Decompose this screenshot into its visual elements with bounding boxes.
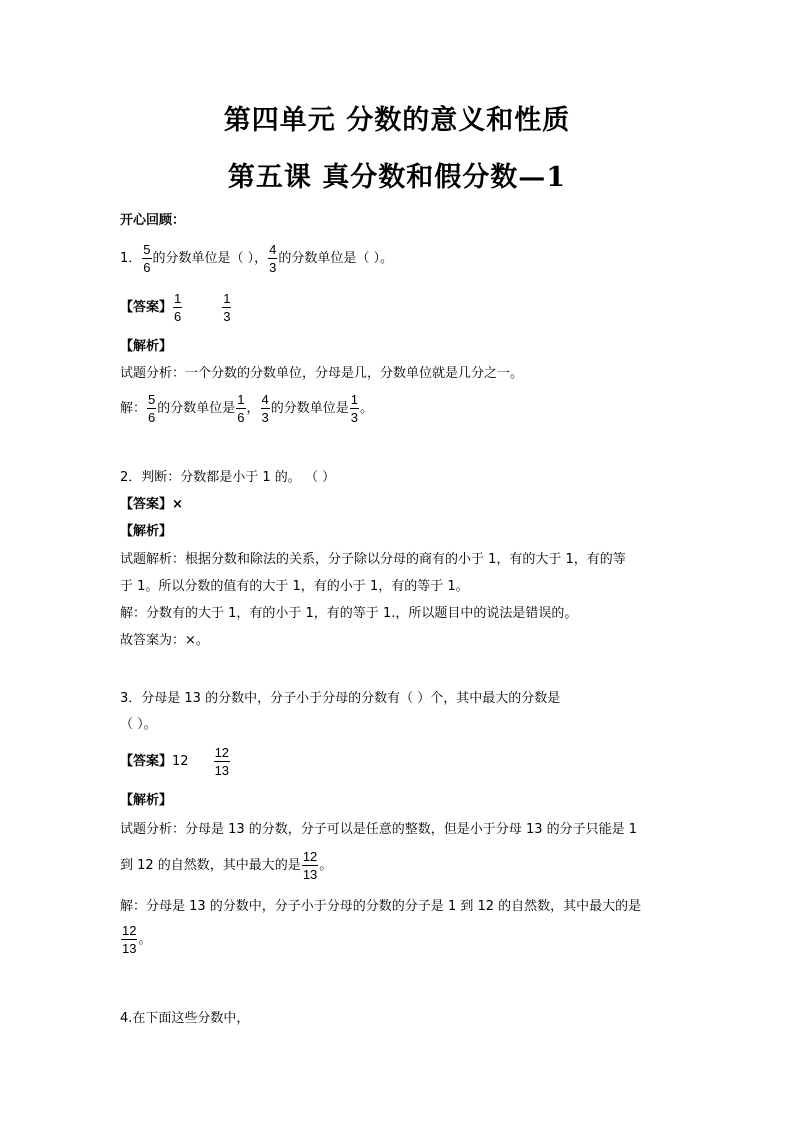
fraction: $\frac{1}{6}$ bbox=[237, 392, 245, 425]
fraction: $\frac{4}{3}$ bbox=[261, 392, 269, 425]
question-3-line-1: 3．分母是 13 的分数中，分子小于分母的分数有（ ）个，其中最大的分数是 bbox=[120, 691, 561, 706]
q2-solution: 解：分数有的大于 1，有的小于 1，有的等于 1.，所以题目中的说法是错误的。 bbox=[120, 606, 578, 621]
q3-answer: 【答案】12 $\frac{12}{13}$ bbox=[120, 745, 230, 778]
lesson-title: 第五课 真分数和假分数—1 bbox=[227, 162, 567, 193]
question-3-line-2: （ ）。 bbox=[120, 717, 157, 732]
fraction: $\frac{4}{3}$ bbox=[269, 242, 277, 275]
fraction: $\frac{12}{13}$ bbox=[122, 923, 137, 956]
review-label: 开心回顾： bbox=[120, 213, 186, 228]
q3-solution-line-1: 解：分母是 13 的分数中，分子小于分母的分数的分子是 1 到 12 的自然数，其中最大的是 bbox=[120, 899, 642, 914]
q2-analysis-line-1: 试题解析：根据分数和除法的关系，分子除以分母的商有的小于 1，有的大于 1，有的等 bbox=[120, 552, 626, 567]
q2-conclusion: 故答案为：×。 bbox=[120, 633, 209, 648]
fraction: $\frac{5}{6}$ bbox=[148, 392, 156, 425]
question-2: 2．判断：分数都是小于 1 的。 （ ） bbox=[120, 470, 336, 485]
q1-answer: 【答案】 $\frac{1}{6}$ $\frac{1}{3}$ bbox=[120, 291, 231, 324]
fraction: $\frac{12}{13}$ bbox=[214, 745, 230, 778]
q2-analysis-line-2: 于 1。所以分数的值有的大于 1，有的小于 1，有的等于 1。 bbox=[120, 579, 469, 594]
q2-answer: 【答案】× bbox=[120, 497, 183, 512]
q1-analysis: 试题分析：一个分数的分数单位，分母是几，分数单位就是几分之一。 bbox=[120, 366, 524, 381]
q3-analysis-line-2: 到 12 的自然数，其中最大的是 $\frac{12}{13}$ 。 bbox=[120, 849, 333, 882]
q1-number: 1． bbox=[120, 251, 142, 266]
fraction: $\frac{1}{3}$ bbox=[223, 291, 231, 324]
q1-solution: 解： $\frac{5}{6}$ 的分数单位是 $\frac{1}{6}$ ， $\frac{4}{3}$ 的分数单位是 $\frac{1}{3}$ 。 bbox=[120, 392, 374, 425]
question-1: 1． $\frac{5}{6}$ 的分数单位是（ ）， $\frac{4}{3}$ 的分数单位是（ ）。 bbox=[120, 242, 394, 275]
q1-analysis-label: 【解析】 bbox=[120, 339, 173, 354]
fraction: $\frac{5}{6}$ bbox=[143, 242, 151, 275]
fraction: $\frac{1}{6}$ bbox=[174, 291, 182, 324]
question-4: 4.在下面这些分数中， bbox=[120, 1011, 250, 1026]
unit-title: 第四单元 分数的意义和性质 bbox=[223, 105, 571, 136]
q3-analysis-line-1: 试题分析：分母是 13 的分数，分子可以是任意的整数，但是小于分母 13 的分子只能是 1 bbox=[120, 822, 638, 837]
fraction: $\frac{1}{3}$ bbox=[350, 392, 358, 425]
q3-solution-line-2: $\frac{12}{13}$ 。 bbox=[122, 923, 152, 956]
fraction: $\frac{12}{13}$ bbox=[302, 849, 318, 882]
q2-analysis-label: 【解析】 bbox=[120, 524, 173, 539]
q3-analysis-label: 【解析】 bbox=[120, 793, 173, 808]
